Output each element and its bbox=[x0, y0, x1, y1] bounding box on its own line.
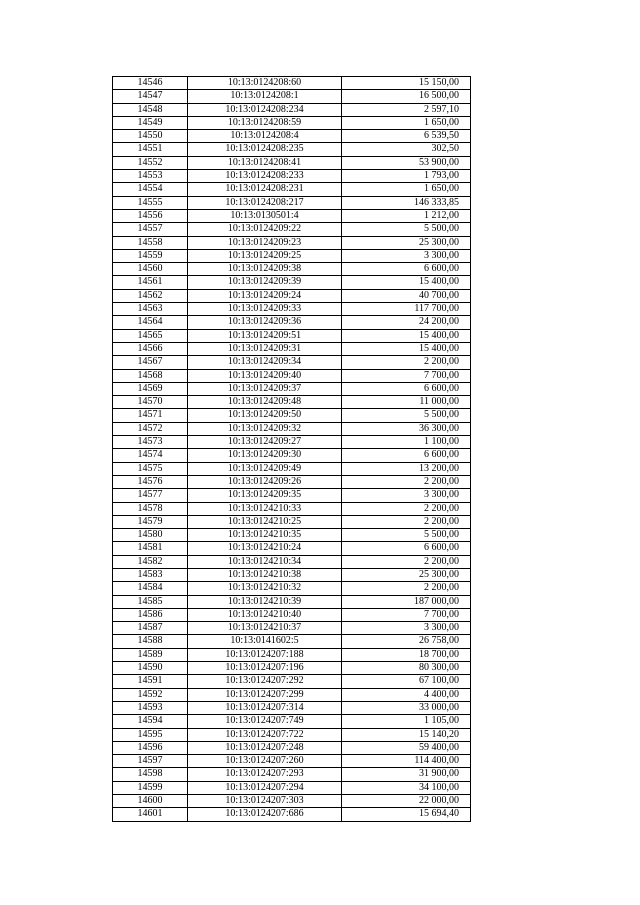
amount-cell: 15 694,40 bbox=[342, 808, 471, 821]
amount-cell: 6 600,00 bbox=[342, 542, 471, 555]
row-number-cell: 14594 bbox=[113, 715, 188, 728]
table-row bbox=[113, 688, 471, 701]
cadastral-number-cell: 10:13:0124210:34 bbox=[188, 555, 342, 568]
cadastral-number-cell: 10:13:0124209:38 bbox=[188, 263, 342, 276]
table-row bbox=[113, 622, 471, 635]
table-row bbox=[113, 103, 471, 116]
table-row bbox=[113, 196, 471, 209]
row-number-cell: 14573 bbox=[113, 436, 188, 449]
amount-cell: 2 200,00 bbox=[342, 582, 471, 595]
amount-cell: 6 600,00 bbox=[342, 449, 471, 462]
cadastral-number-cell: 10:13:0124209:33 bbox=[188, 303, 342, 316]
row-number-cell: 14584 bbox=[113, 582, 188, 595]
table-row bbox=[113, 156, 471, 169]
cadastral-number-cell: 10:13:0124209:39 bbox=[188, 276, 342, 289]
row-number-cell: 14582 bbox=[113, 555, 188, 568]
table-row bbox=[113, 662, 471, 675]
table-row bbox=[113, 183, 471, 196]
row-number-cell: 14574 bbox=[113, 449, 188, 462]
amount-cell: 18 700,00 bbox=[342, 648, 471, 661]
amount-cell: 15 140,20 bbox=[342, 728, 471, 741]
table-row bbox=[113, 236, 471, 249]
amount-cell: 25 300,00 bbox=[342, 568, 471, 581]
amount-cell: 1 105,00 bbox=[342, 715, 471, 728]
row-number-cell: 14595 bbox=[113, 728, 188, 741]
table-row bbox=[113, 675, 471, 688]
row-number-cell: 14563 bbox=[113, 303, 188, 316]
table-row bbox=[113, 768, 471, 781]
row-number-cell: 14580 bbox=[113, 529, 188, 542]
amount-cell: 5 500,00 bbox=[342, 223, 471, 236]
amount-cell: 7 700,00 bbox=[342, 369, 471, 382]
cadastral-number-cell: 10:13:0124207:749 bbox=[188, 715, 342, 728]
cadastral-number-cell: 10:13:0124209:27 bbox=[188, 436, 342, 449]
amount-cell: 4 400,00 bbox=[342, 688, 471, 701]
table-row bbox=[113, 715, 471, 728]
cadastral-number-cell: 10:13:0124209:26 bbox=[188, 475, 342, 488]
cadastral-number-cell: 10:13:0124209:24 bbox=[188, 289, 342, 302]
amount-cell: 2 200,00 bbox=[342, 356, 471, 369]
row-number-cell: 14570 bbox=[113, 396, 188, 409]
cadastral-number-cell: 10:13:0124210:39 bbox=[188, 595, 342, 608]
amount-cell: 24 200,00 bbox=[342, 316, 471, 329]
cadastral-number-cell: 10:13:0124210:25 bbox=[188, 515, 342, 528]
cadastral-number-cell: 10:13:0124209:40 bbox=[188, 369, 342, 382]
cadastral-number-cell: 10:13:0124207:314 bbox=[188, 701, 342, 714]
table-row bbox=[113, 568, 471, 581]
cadastral-number-cell: 10:13:0124209:32 bbox=[188, 422, 342, 435]
amount-cell: 11 000,00 bbox=[342, 396, 471, 409]
row-number-cell: 14585 bbox=[113, 595, 188, 608]
table-row bbox=[113, 781, 471, 794]
amount-cell: 31 900,00 bbox=[342, 768, 471, 781]
cadastral-number-cell: 10:13:0124207:293 bbox=[188, 768, 342, 781]
cadastral-number-cell: 10:13:0124207:196 bbox=[188, 662, 342, 675]
amount-cell: 15 150,00 bbox=[342, 77, 471, 90]
row-number-cell: 14590 bbox=[113, 662, 188, 675]
table-row bbox=[113, 741, 471, 754]
table-row bbox=[113, 249, 471, 262]
row-number-cell: 14559 bbox=[113, 249, 188, 262]
cadastral-number-cell: 10:13:0124209:50 bbox=[188, 409, 342, 422]
amount-cell: 67 100,00 bbox=[342, 675, 471, 688]
table-row bbox=[113, 701, 471, 714]
cadastral-number-cell: 10:13:0124208:1 bbox=[188, 90, 342, 103]
amount-cell: 59 400,00 bbox=[342, 741, 471, 754]
row-number-cell: 14587 bbox=[113, 622, 188, 635]
cadastral-number-cell: 10:13:0124210:38 bbox=[188, 568, 342, 581]
row-number-cell: 14562 bbox=[113, 289, 188, 302]
table-row bbox=[113, 502, 471, 515]
table-row bbox=[113, 515, 471, 528]
amount-cell: 6 600,00 bbox=[342, 263, 471, 276]
cadastral-number-cell: 10:13:0124207:303 bbox=[188, 795, 342, 808]
cadastral-number-cell: 10:13:0124208:234 bbox=[188, 103, 342, 116]
table-row bbox=[113, 808, 471, 821]
amount-cell: 117 700,00 bbox=[342, 303, 471, 316]
table-row bbox=[113, 409, 471, 422]
cadastral-number-cell: 10:13:0124208:231 bbox=[188, 183, 342, 196]
row-number-cell: 14554 bbox=[113, 183, 188, 196]
amount-cell: 13 200,00 bbox=[342, 462, 471, 475]
table-row bbox=[113, 595, 471, 608]
amount-cell: 2 200,00 bbox=[342, 555, 471, 568]
row-number-cell: 14567 bbox=[113, 356, 188, 369]
cadastral-number-cell: 10:13:0124209:51 bbox=[188, 329, 342, 342]
cadastral-number-cell: 10:13:0124210:37 bbox=[188, 622, 342, 635]
row-number-cell: 14575 bbox=[113, 462, 188, 475]
cadastral-number-cell: 10:13:0124208:60 bbox=[188, 77, 342, 90]
row-number-cell: 14600 bbox=[113, 795, 188, 808]
amount-cell: 2 200,00 bbox=[342, 502, 471, 515]
amount-cell: 187 000,00 bbox=[342, 595, 471, 608]
amount-cell: 53 900,00 bbox=[342, 156, 471, 169]
cadastral-number-cell: 10:13:0124209:48 bbox=[188, 396, 342, 409]
table-row bbox=[113, 342, 471, 355]
table-row bbox=[113, 369, 471, 382]
amount-cell: 15 400,00 bbox=[342, 276, 471, 289]
cadastral-number-cell: 10:13:0141602:5 bbox=[188, 635, 342, 648]
row-number-cell: 14589 bbox=[113, 648, 188, 661]
row-number-cell: 14578 bbox=[113, 502, 188, 515]
cadastral-number-cell: 10:13:0124210:40 bbox=[188, 608, 342, 621]
cadastral-number-cell: 10:13:0124208:4 bbox=[188, 130, 342, 143]
table-row bbox=[113, 276, 471, 289]
table-row bbox=[113, 263, 471, 276]
amount-cell: 1 212,00 bbox=[342, 209, 471, 222]
cadastral-number-cell: 10:13:0124210:24 bbox=[188, 542, 342, 555]
amount-cell: 6 539,50 bbox=[342, 130, 471, 143]
row-number-cell: 14572 bbox=[113, 422, 188, 435]
table-row bbox=[113, 648, 471, 661]
row-number-cell: 14564 bbox=[113, 316, 188, 329]
amount-cell: 15 400,00 bbox=[342, 329, 471, 342]
amount-cell: 2 200,00 bbox=[342, 475, 471, 488]
table-row bbox=[113, 755, 471, 768]
row-number-cell: 14597 bbox=[113, 755, 188, 768]
amount-cell: 1 793,00 bbox=[342, 170, 471, 183]
table-row bbox=[113, 489, 471, 502]
cadastral-number-cell: 10:13:0124209:34 bbox=[188, 356, 342, 369]
cadastral-number-cell: 10:13:0124207:294 bbox=[188, 781, 342, 794]
table-row bbox=[113, 382, 471, 395]
table-row bbox=[113, 422, 471, 435]
row-number-cell: 14565 bbox=[113, 329, 188, 342]
cadastral-number-cell: 10:13:0130501:4 bbox=[188, 209, 342, 222]
amount-cell: 34 100,00 bbox=[342, 781, 471, 794]
row-number-cell: 14558 bbox=[113, 236, 188, 249]
table-row bbox=[113, 289, 471, 302]
row-number-cell: 14550 bbox=[113, 130, 188, 143]
table-row bbox=[113, 542, 471, 555]
row-number-cell: 14547 bbox=[113, 90, 188, 103]
table-row bbox=[113, 529, 471, 542]
cadastral-number-cell: 10:13:0124210:33 bbox=[188, 502, 342, 515]
row-number-cell: 14571 bbox=[113, 409, 188, 422]
row-number-cell: 14588 bbox=[113, 635, 188, 648]
amount-cell: 36 300,00 bbox=[342, 422, 471, 435]
row-number-cell: 14579 bbox=[113, 515, 188, 528]
amount-cell: 33 000,00 bbox=[342, 701, 471, 714]
amount-cell: 40 700,00 bbox=[342, 289, 471, 302]
amount-cell: 3 300,00 bbox=[342, 489, 471, 502]
cadastral-number-cell: 10:13:0124208:233 bbox=[188, 170, 342, 183]
row-number-cell: 14561 bbox=[113, 276, 188, 289]
row-number-cell: 14601 bbox=[113, 808, 188, 821]
row-number-cell: 14548 bbox=[113, 103, 188, 116]
row-number-cell: 14576 bbox=[113, 475, 188, 488]
row-number-cell: 14549 bbox=[113, 116, 188, 129]
cadastral-number-cell: 10:13:0124210:35 bbox=[188, 529, 342, 542]
table-row bbox=[113, 170, 471, 183]
row-number-cell: 14568 bbox=[113, 369, 188, 382]
table-row bbox=[113, 90, 471, 103]
table-row bbox=[113, 77, 471, 90]
amount-cell: 80 300,00 bbox=[342, 662, 471, 675]
amount-cell: 5 500,00 bbox=[342, 409, 471, 422]
row-number-cell: 14560 bbox=[113, 263, 188, 276]
amount-cell: 3 300,00 bbox=[342, 249, 471, 262]
cadastral-number-cell: 10:13:0124209:31 bbox=[188, 342, 342, 355]
row-number-cell: 14586 bbox=[113, 608, 188, 621]
amount-cell: 114 400,00 bbox=[342, 755, 471, 768]
table-row bbox=[113, 795, 471, 808]
amount-cell: 22 000,00 bbox=[342, 795, 471, 808]
row-number-cell: 14555 bbox=[113, 196, 188, 209]
table-row bbox=[113, 728, 471, 741]
amount-cell: 1 650,00 bbox=[342, 116, 471, 129]
table-row bbox=[113, 396, 471, 409]
amount-cell: 2 597,10 bbox=[342, 103, 471, 116]
amount-cell: 7 700,00 bbox=[342, 608, 471, 621]
amount-cell: 15 400,00 bbox=[342, 342, 471, 355]
table-body bbox=[113, 77, 471, 822]
row-number-cell: 14569 bbox=[113, 382, 188, 395]
table-row bbox=[113, 475, 471, 488]
table-row bbox=[113, 635, 471, 648]
amount-cell: 5 500,00 bbox=[342, 529, 471, 542]
cadastral-number-cell: 10:13:0124207:292 bbox=[188, 675, 342, 688]
cadastral-number-cell: 10:13:0124207:722 bbox=[188, 728, 342, 741]
row-number-cell: 14593 bbox=[113, 701, 188, 714]
cadastral-number-cell: 10:13:0124208:59 bbox=[188, 116, 342, 129]
table-row bbox=[113, 462, 471, 475]
table-row bbox=[113, 116, 471, 129]
cadastral-number-cell: 10:13:0124209:37 bbox=[188, 382, 342, 395]
amount-cell: 16 500,00 bbox=[342, 90, 471, 103]
cadastral-number-cell: 10:13:0124208:235 bbox=[188, 143, 342, 156]
row-number-cell: 14577 bbox=[113, 489, 188, 502]
table-row bbox=[113, 303, 471, 316]
cadastral-number-cell: 10:13:0124209:36 bbox=[188, 316, 342, 329]
row-number-cell: 14599 bbox=[113, 781, 188, 794]
cadastral-number-cell: 10:13:0124209:25 bbox=[188, 249, 342, 262]
row-number-cell: 14596 bbox=[113, 741, 188, 754]
cadastral-number-cell: 10:13:0124209:23 bbox=[188, 236, 342, 249]
row-number-cell: 14552 bbox=[113, 156, 188, 169]
row-number-cell: 14566 bbox=[113, 342, 188, 355]
row-number-cell: 14598 bbox=[113, 768, 188, 781]
table-row bbox=[113, 223, 471, 236]
table-row bbox=[113, 209, 471, 222]
amount-cell: 146 333,85 bbox=[342, 196, 471, 209]
table-row bbox=[113, 555, 471, 568]
cadastral-number-cell: 10:13:0124207:248 bbox=[188, 741, 342, 754]
cadastral-number-cell: 10:13:0124208:41 bbox=[188, 156, 342, 169]
table-row bbox=[113, 449, 471, 462]
cadastral-number-cell: 10:13:0124207:188 bbox=[188, 648, 342, 661]
cadastral-number-cell: 10:13:0124209:22 bbox=[188, 223, 342, 236]
row-number-cell: 14581 bbox=[113, 542, 188, 555]
cadastral-number-cell: 10:13:0124209:35 bbox=[188, 489, 342, 502]
row-number-cell: 14553 bbox=[113, 170, 188, 183]
row-number-cell: 14592 bbox=[113, 688, 188, 701]
amount-cell: 3 300,00 bbox=[342, 622, 471, 635]
cadastral-number-cell: 10:13:0124209:30 bbox=[188, 449, 342, 462]
table-row bbox=[113, 316, 471, 329]
table-row bbox=[113, 436, 471, 449]
cadastral-number-cell: 10:13:0124207:260 bbox=[188, 755, 342, 768]
row-number-cell: 14551 bbox=[113, 143, 188, 156]
cadastral-number-cell: 10:13:0124207:686 bbox=[188, 808, 342, 821]
row-number-cell: 14583 bbox=[113, 568, 188, 581]
amount-cell: 1 100,00 bbox=[342, 436, 471, 449]
data-table bbox=[112, 76, 471, 822]
table-row bbox=[113, 329, 471, 342]
table-row bbox=[113, 130, 471, 143]
cadastral-number-cell: 10:13:0124209:49 bbox=[188, 462, 342, 475]
cadastral-number-cell: 10:13:0124208:217 bbox=[188, 196, 342, 209]
amount-cell: 6 600,00 bbox=[342, 382, 471, 395]
table-row bbox=[113, 143, 471, 156]
amount-cell: 25 300,00 bbox=[342, 236, 471, 249]
amount-cell: 26 758,00 bbox=[342, 635, 471, 648]
cadastral-number-cell: 10:13:0124207:299 bbox=[188, 688, 342, 701]
row-number-cell: 14557 bbox=[113, 223, 188, 236]
table-row bbox=[113, 608, 471, 621]
row-number-cell: 14556 bbox=[113, 209, 188, 222]
table-row bbox=[113, 582, 471, 595]
amount-cell: 1 650,00 bbox=[342, 183, 471, 196]
cadastral-number-cell: 10:13:0124210:32 bbox=[188, 582, 342, 595]
row-number-cell: 14546 bbox=[113, 77, 188, 90]
amount-cell: 302,50 bbox=[342, 143, 471, 156]
table-row bbox=[113, 356, 471, 369]
amount-cell: 2 200,00 bbox=[342, 515, 471, 528]
row-number-cell: 14591 bbox=[113, 675, 188, 688]
